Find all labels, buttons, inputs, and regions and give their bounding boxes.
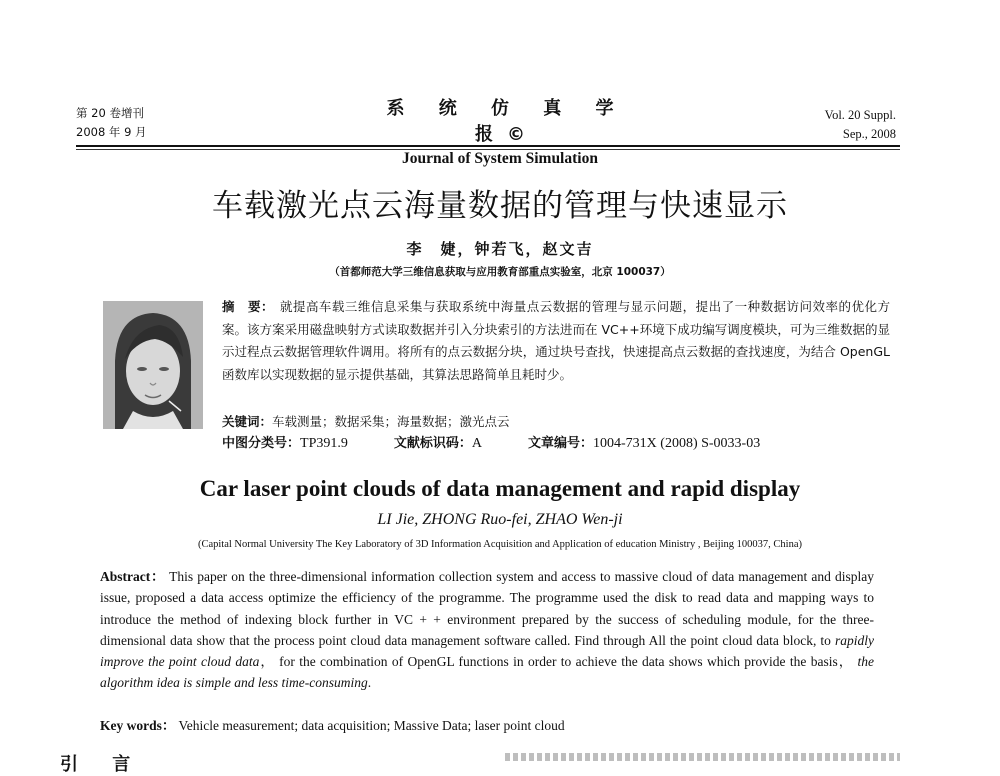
abstract-cn: [222, 296, 890, 386]
issue-info-en: [825, 106, 896, 144]
article-number: 文章编号：1004-731X (2008) S-0033-03: [528, 436, 761, 451]
affiliation-en: (Capital Normal University The Key Laboratory of 3D Information Acquisition and Application of education Ministry , Beijing 100037, China): [197, 539, 803, 550]
intro-heading: 引 言: [60, 754, 145, 775]
abstract-label-cn: 摘 要：: [222, 299, 274, 314]
keywords-label-en: Key words：: [100, 718, 176, 733]
keywords-text-en: Vehicle measurement; data acquisition; Massive Data; laser point cloud: [178, 718, 565, 733]
keywords-en: [100, 716, 874, 736]
paper-title-cn: 车载激光点云海量数据的管理与快速显示: [212, 188, 788, 224]
affiliation-cn: （首都师范大学三维信息获取与应用教育部重点实验室，北京 100037）: [329, 266, 671, 278]
header-rule-thin: [76, 149, 900, 150]
date-en: Sep., 2008: [842, 127, 896, 141]
journal-name-cn: 系 统 仿 真 学 报©: [386, 98, 628, 145]
date-cn: 2008 年 9 月: [76, 125, 147, 139]
abstract-italic-1: rapidly improve the point cloud data: [100, 632, 874, 670]
journal-name: [360, 96, 640, 170]
author-photo: [103, 301, 203, 429]
portrait-image: [103, 301, 203, 429]
abstract-en: Abstract： This paper on the three-dimensional information collection system and access to massive cloud of data management and display issue, proposed a data access optimize the efficiency of the programme. The programme used the disk to read data and mapping ways to introduce the method of indexing block further in VC + + environment prepared by the success of scheduling module, for the three-dimensional data show that the process point cloud data management software called. Find through All the point cloud data block, to rapidly improve the point cloud data， for the combination of OpenGL functions in order to achieve the data shows which provide the basis， the algorithm idea is simple and less time-consuming.: [100, 569, 875, 691]
classification-line: [222, 433, 890, 455]
keywords-label-cn: 关键词：: [222, 414, 273, 429]
keywords-text-cn: 车载测量；数据采集；海量数据；激光点云: [272, 414, 510, 429]
issue-info-cn: [76, 104, 147, 142]
header-rule-thick: [76, 145, 900, 147]
abstract-label-en: Abstract：: [100, 569, 166, 584]
abstract-text-en-2: ， for the combination of OpenGL functions in order to achieve the data shows which provide the basis，: [259, 654, 854, 670]
paper-title-en: Car laser point clouds of data management and rapid display: [199, 476, 801, 501]
authors-cn: 李 婕，钟若飞，赵文吉: [406, 240, 594, 258]
volume-cn: 第 20 卷增刊: [76, 106, 144, 120]
abstract-italic-2: the algorithm idea is simple and less time-consuming: [100, 654, 875, 691]
abstract-text-cn: 就提高车载三维信息采集与获取系统中海量点云数据的管理与显示问题，提出了一种数据访问效率的优化方案。该方案采用磁盘映射方式读取数据并引入分块索引的方法进而在 VC++环境下成功编写调度模块，可为三维数据的显示过程点云数据管理软件调用。将所有的点云数据分块，通过块号查找，快速提高点云数据的查找速度，为结合 OpenGL 函数库以实现数据的显示提供基础，其算法思路简单且耗时少。: [222, 299, 890, 382]
abstract-text-en-1: This paper on the three-dimensional information collection system and access to massive cloud of data management and display issue, proposed a data access optimize the efficiency of the programme. The programme used the disk to read data and mapping ways to introduce the method of indexing block further in VC + + environment prepared by the success of scheduling module, for the three-dimensional data show that the process point cloud data management software called. Find through All the point cloud data block, to: [100, 569, 874, 648]
authors-en: LI Jie, ZHONG Ruo-fei, ZHAO Wen-ji: [377, 511, 623, 528]
document-code: 文献标识码：A: [393, 436, 482, 451]
clc-number: 中图分类号：TP391.9: [222, 436, 348, 451]
volume-en: Vol. 20 Suppl.: [824, 108, 896, 122]
keywords-cn: [222, 411, 890, 433]
journal-name-en: Journal of System Simulation: [402, 150, 598, 167]
